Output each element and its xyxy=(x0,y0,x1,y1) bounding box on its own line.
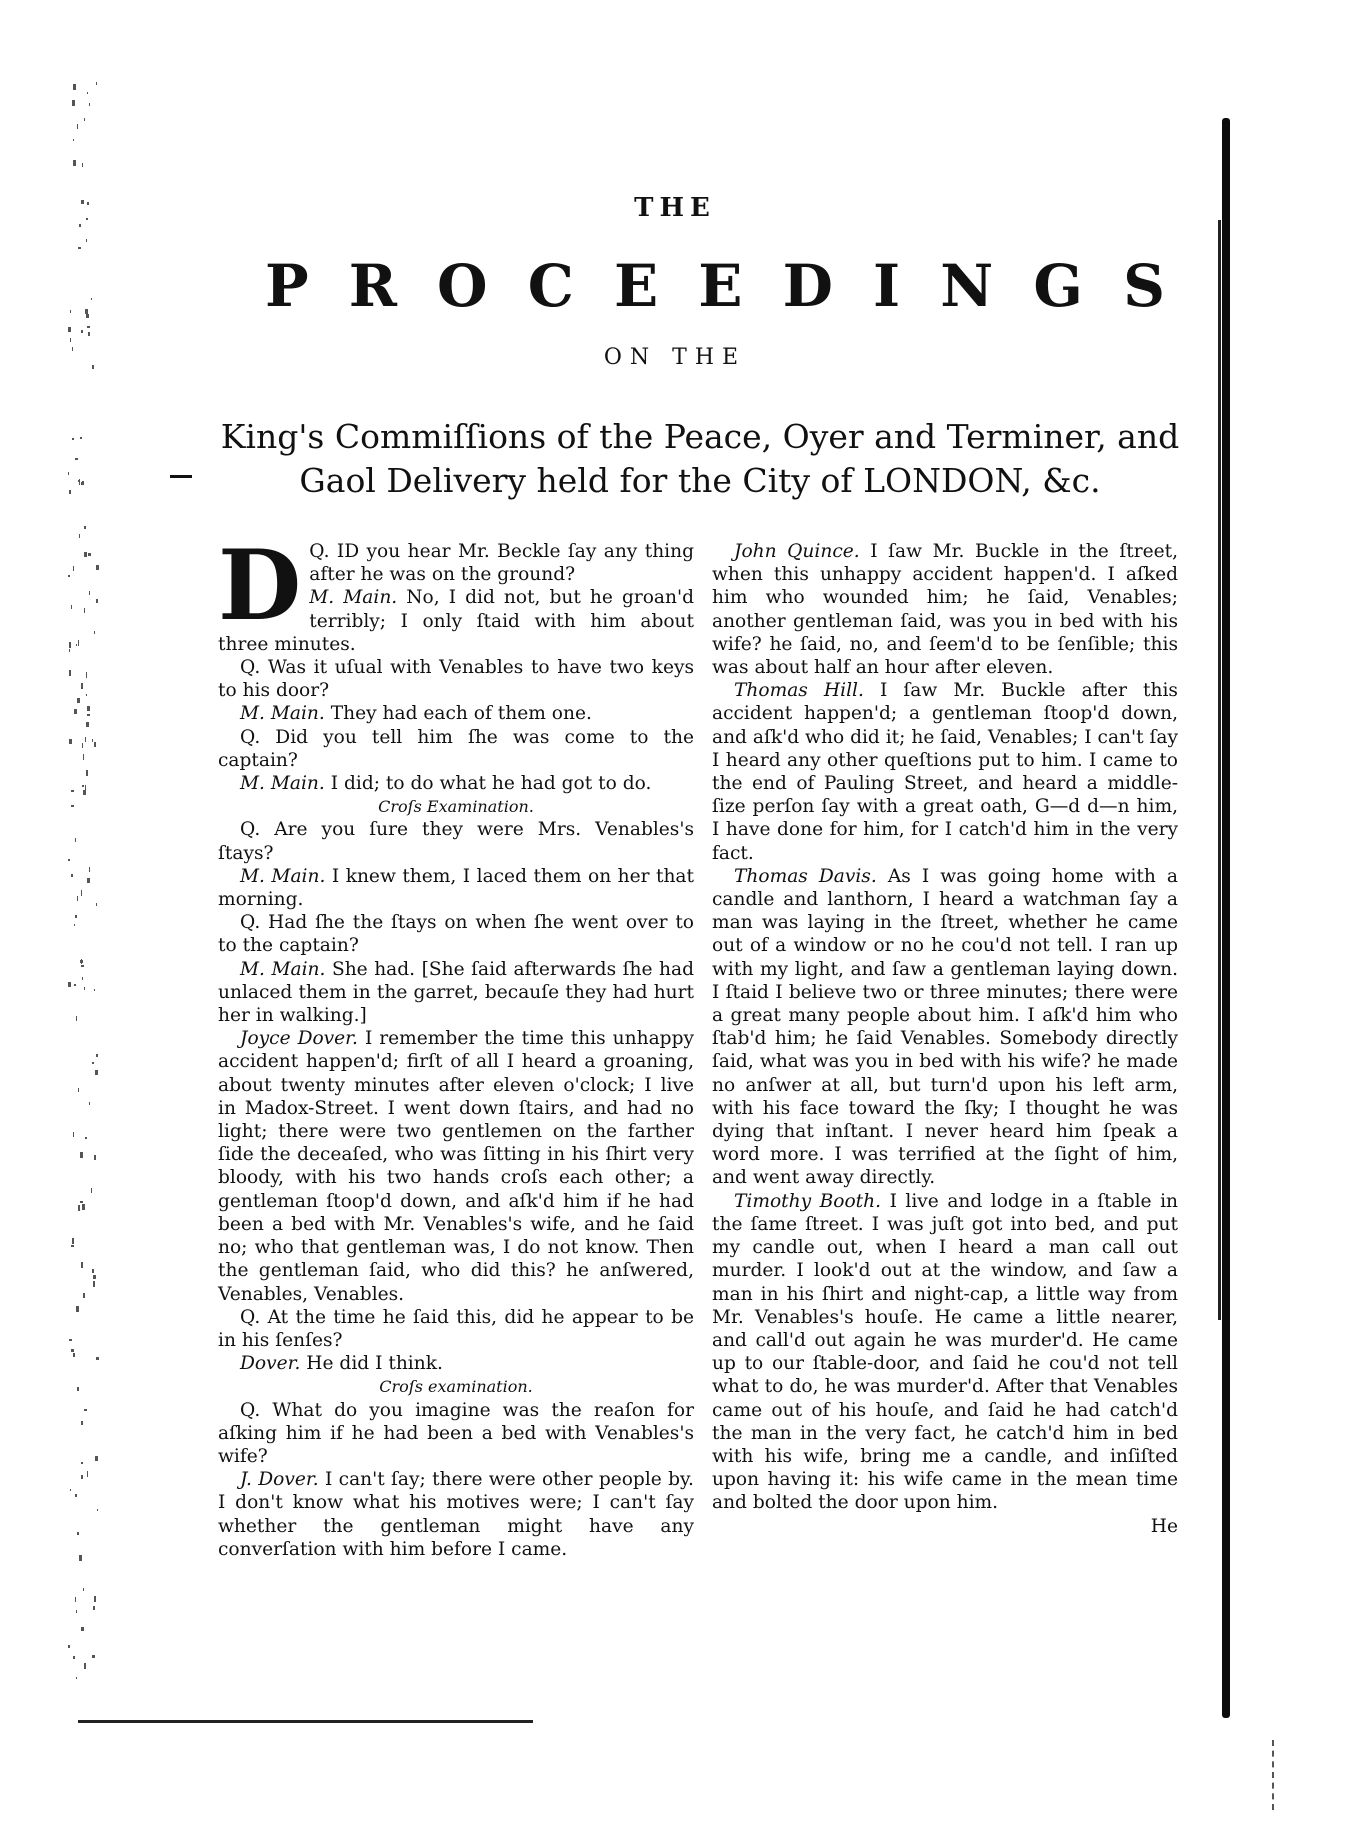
scan-speckle xyxy=(83,790,86,795)
scan-speckle xyxy=(78,480,79,482)
scan-speckle xyxy=(81,1462,83,1464)
scan-left-mark xyxy=(170,475,192,478)
scan-speckle xyxy=(81,1627,84,1631)
scan-speckle xyxy=(91,1188,92,1193)
scan-speckle xyxy=(75,838,76,842)
scan-speckle xyxy=(83,1293,85,1298)
paragraph: Q. Did you tell him ſhe was come to the captain? xyxy=(218,726,694,771)
scan-speckle xyxy=(96,565,99,570)
scan-speckle xyxy=(68,859,70,861)
paragraph xyxy=(712,1190,1178,1515)
scan-speckle xyxy=(84,608,85,613)
scan-speckle xyxy=(76,644,77,646)
scan-speckle xyxy=(71,874,73,877)
drop-cap: D xyxy=(218,529,302,642)
paragraph: Q. Was it uſual with Venables to have two keys to his door? xyxy=(218,657,694,702)
scan-speckle xyxy=(84,1409,87,1411)
scan-speckle xyxy=(71,790,74,792)
scan-speckle xyxy=(69,739,72,744)
paragraph xyxy=(712,540,1178,679)
scan-speckle xyxy=(69,670,71,676)
scan-speckle xyxy=(69,490,71,494)
heading-subtitle xyxy=(220,415,1180,503)
scan-speckle xyxy=(77,896,78,901)
scan-speckle xyxy=(78,1088,79,1092)
scan-speckle xyxy=(69,649,70,652)
scan-speckle xyxy=(78,1205,80,1211)
scan-speckle xyxy=(82,1204,85,1210)
scan-speckle xyxy=(85,737,86,742)
scan-speckle xyxy=(92,1269,94,1273)
scan-speckle xyxy=(82,743,83,748)
speaker-name: M. Main. xyxy=(240,865,326,887)
paragraph-text: I did; to do what he had got to do. xyxy=(330,773,652,795)
paragraph-text: They had each of them one. xyxy=(330,703,592,725)
proceedings-letter: N xyxy=(940,252,994,320)
proceedings-letter: P xyxy=(265,252,309,320)
scan-speckle xyxy=(78,640,79,646)
proceedings-letter: I xyxy=(873,252,901,320)
paragraph-text: He did I think. xyxy=(306,1353,443,1375)
paragraph xyxy=(218,702,694,725)
proceedings-letter: C xyxy=(527,252,574,320)
scan-speckle xyxy=(93,1281,95,1287)
scan-speckle xyxy=(95,1070,98,1075)
scan-speckle xyxy=(83,754,84,760)
scan-speckle xyxy=(73,1353,75,1357)
scan-speckle xyxy=(87,1471,88,1477)
scan-speckle xyxy=(81,959,82,964)
scan-speckle xyxy=(94,1155,96,1160)
scan-speckle xyxy=(81,683,83,689)
scan-speckle xyxy=(87,706,90,711)
scan-speckle xyxy=(79,224,81,227)
speaker-name: M. Main. xyxy=(240,773,325,795)
paragraph-text: I can't ſay; there were other people by. I don't know what his motives were; I can't ſay whether the gentleman might have any converſation with him before I came. xyxy=(218,1469,694,1560)
scan-speckle xyxy=(73,139,74,141)
subtitle-line-2: Gaol Delivery held for the City of LONDON, &c. xyxy=(299,461,1101,500)
heading-proceedings xyxy=(265,252,1165,320)
paragraph xyxy=(218,1027,694,1305)
scan-speckle xyxy=(89,1102,90,1105)
scan-speckle xyxy=(79,534,80,538)
scan-speckle xyxy=(96,82,97,85)
scan-speckle xyxy=(92,739,93,742)
paragraph xyxy=(218,1468,694,1561)
scan-speckle xyxy=(73,566,74,571)
paragraph xyxy=(218,865,694,911)
paragraph xyxy=(712,865,1178,1190)
question-prefix: Q. xyxy=(309,541,330,562)
scan-speckle xyxy=(92,1062,94,1064)
right-column xyxy=(712,540,1178,1538)
scan-speckle xyxy=(76,1306,79,1312)
speaker-name: M. Main. xyxy=(240,703,325,725)
paragraph: Q. Are you ſure they were Mrs. Venables's ſtays? xyxy=(218,819,694,864)
speaker-name: Dover. xyxy=(240,1353,301,1375)
scan-speckle xyxy=(94,631,95,634)
scan-speckle xyxy=(96,1054,98,1057)
left-column xyxy=(218,529,694,1561)
speaker-name: M. Main. xyxy=(309,587,398,609)
scan-speckle xyxy=(70,310,71,313)
scan-speckle xyxy=(81,1421,83,1425)
paragraph xyxy=(218,958,694,1028)
paragraph-text: I remember the time this unhappy accident happen'd; firſt of all I heard a groaning, about twenty minutes after eleven o'clock; I live in Madox-Street. I went down ſtairs, and had no light; there were two gentlemen on the farther ſide the deceaſed, who was ſitting in his ſhirt very bloody, with his two hands croſs each other; a gentleman ſtoop'd down, and aſk'd him if he had been a bed with Mr. Venables's wife, and he ſaid no; who that gentleman was, I do not know. Then the gentleman ſaid, who did this? he anſwered, Venables, Venables. xyxy=(218,1028,694,1305)
scan-speckle xyxy=(86,722,89,727)
proceedings-letter: E xyxy=(613,252,659,320)
paragraph xyxy=(218,529,694,656)
scan-speckle xyxy=(73,84,76,90)
scan-speckle xyxy=(87,878,90,883)
scan-speckle xyxy=(84,1663,86,1669)
scan-speckle xyxy=(86,694,87,696)
scan-speckle xyxy=(87,714,90,716)
scan-speckle xyxy=(68,982,71,987)
scan-speckle xyxy=(72,100,75,106)
scan-speckle xyxy=(79,1555,82,1561)
scan-speckle xyxy=(71,605,72,609)
scan-speckle xyxy=(76,1610,77,1613)
scan-speckle xyxy=(68,1645,70,1648)
speaker-name: Thomas Davis. xyxy=(734,865,877,887)
paragraph: Q. At the time he ſaid this, did he appear to be in his ſenſes? xyxy=(218,1306,694,1351)
scan-speckle xyxy=(71,1245,74,1247)
proceedings-letter: S xyxy=(1123,252,1165,320)
scan-speckle xyxy=(75,1494,77,1497)
scan-speckle xyxy=(73,160,76,166)
scan-speckle xyxy=(86,770,88,776)
scan-speckle xyxy=(76,1677,77,1679)
scan-speckle xyxy=(97,1509,98,1511)
paragraph-text: ID you hear Mr. Beckle ſay any thing after he was on the ground? xyxy=(309,541,694,586)
scan-speckle xyxy=(75,1597,76,1602)
paragraph-text: She had. [She ſaid afterwards ſhe had unlaced them in the garret, becauſe they had hurt her in walking.] xyxy=(218,958,694,1027)
scan-speckle xyxy=(87,92,88,94)
paragraph-text: I live and lodge in a ſtable in the ſame ſtreet. I was juſt got into bed, and put my candle out, when I heard a man call out murder. I look'd out at the window, and ſaw a man in his ſhirt and night-cap, a little way from Mr. Venables's houſe. He came a little nearer, and call'd out again he was murder'd. He came up to our ſtable-door, and ſaid he cou'd not tell what to do, he was murder'd. After that Venables came out of his houſe, and ſaid he had catch'd the man in the very fact, he catch'd him in bed with his wife, bring me a candle, and inſiſted upon having it: his wife came in the mean time and bolted the door upon him. xyxy=(712,1190,1178,1514)
scan-speckle xyxy=(69,1339,72,1341)
scan-speckle xyxy=(77,698,80,703)
scan-bottom-ticks xyxy=(1272,1740,1276,1810)
proceedings-letter: D xyxy=(782,252,833,320)
paragraph xyxy=(712,679,1178,865)
scan-speckle xyxy=(68,575,70,577)
heading-on-the: ON THE xyxy=(603,345,747,370)
scan-speckle xyxy=(74,924,75,926)
scan-speckle xyxy=(72,1238,74,1244)
scan-speckle xyxy=(89,867,90,872)
scan-speckle xyxy=(84,526,86,529)
scan-speckle xyxy=(68,472,69,475)
scan-speckle xyxy=(92,1655,95,1658)
scan-speckle xyxy=(95,1456,98,1461)
scan-speckle xyxy=(78,247,81,249)
scan-speckle xyxy=(75,915,77,918)
paragraph: Q. What do you imagine was the reaſon for aſking him if he had been a bed with Venables's wife? xyxy=(218,1399,694,1467)
scan-speckle xyxy=(83,1588,84,1591)
scan-speckle xyxy=(84,987,85,990)
scan-speckle xyxy=(88,332,90,336)
scan-speckle xyxy=(77,1532,79,1535)
proceedings-letter: O xyxy=(437,252,488,320)
scan-speckle xyxy=(77,1387,79,1391)
scan-speckle xyxy=(81,965,84,967)
speaker-name: Timothy Booth. xyxy=(734,1190,882,1212)
scan-speckle xyxy=(96,903,97,906)
proceedings-letter: G xyxy=(1033,252,1083,320)
paragraph xyxy=(218,1352,694,1375)
scan-speckle xyxy=(81,482,84,485)
scan-speckle xyxy=(70,338,71,342)
scan-speckle xyxy=(79,479,80,485)
scan-speckle xyxy=(89,103,90,106)
scan-speckle xyxy=(74,709,77,714)
proceedings-letter: E xyxy=(698,252,743,320)
scan-speckle xyxy=(85,1137,87,1139)
scan-speckle xyxy=(80,437,82,439)
paragraph xyxy=(218,772,694,795)
scan-speckle xyxy=(70,1489,71,1491)
scan-speckle xyxy=(89,591,90,595)
scan-right-edge-shadow xyxy=(1218,220,1221,1320)
speaker-name: Thomas Hill. xyxy=(734,680,864,702)
section-heading: Croſs Examination. xyxy=(378,797,534,817)
scan-speckle xyxy=(68,327,71,332)
scan-speckle xyxy=(80,1201,83,1203)
paragraph-text: As I was going home with a candle and lanthorn, I heard a watchman ſay a man was laying in the ſtreet, whether he came out of a window or no he cou'd not tell. I ran up with my light, and ſaw a gentleman laying down. I ſtaid I believe two or three minutes; there were a great many people about him. I aſk'd him who ſtab'd him; he ſaid Venables. Somebody directly ſaid, what was you in bed with his wife? he made no anſwer at all, but turn'd upon his left arm, with his face toward the ſky; I thought he was dying that inſtant. I never heard him ſpeak a word more. I was terrified at the ſight of him, and went away directly. xyxy=(712,865,1178,1189)
scan-margin-speckles xyxy=(68,80,108,1700)
scan-speckle xyxy=(93,1275,96,1279)
scan-speckle xyxy=(94,1596,96,1602)
section-heading: Croſs examination. xyxy=(379,1377,533,1397)
scan-speckle xyxy=(71,805,74,807)
scan-speckle xyxy=(86,672,87,678)
scan-speckle xyxy=(74,984,76,986)
scan-speckle xyxy=(96,1357,99,1360)
scan-speckle xyxy=(72,438,74,440)
scan-speckle xyxy=(82,163,83,167)
scan-speckle xyxy=(82,977,83,980)
scan-speckle xyxy=(84,118,85,121)
scan-speckle xyxy=(82,785,84,787)
catchword: He xyxy=(1150,1515,1178,1537)
scan-speckle xyxy=(87,326,90,328)
scan-speckle xyxy=(94,989,95,991)
scan-bottom-rule xyxy=(78,1720,533,1723)
speaker-name: J. Dover. xyxy=(240,1469,319,1491)
paragraph-text: I knew them, I laced them on her that morning. xyxy=(218,865,694,911)
scan-speckle xyxy=(81,330,83,333)
subtitle-line-1: King's Commiſſions of the Peace, Oyer and Terminer, and xyxy=(220,417,1180,456)
paragraph-text: No, I did not, but he groan'd terribly; I only ſtaid with him about three minutes. xyxy=(218,587,694,655)
scan-speckle xyxy=(86,314,89,318)
paragraph-text: I ſaw Mr. Buckle in the ſtreet, when this unhappy accident happen'd. I aſked him who wounded him; he ſaid, Venables; another gentleman ſaid, was you in bed with his wife? he ſaid, no, and ſeem'd to be ſenſible; this was about half an hour after eleven. xyxy=(712,541,1178,679)
paragraph-text: I ſaw Mr. Buckle after this accident happen'd; a gentleman ſtoop'd down, and aſk'd who did it; he ſaid, Venables; I can't ſay I heard any other queſtions put to him. I came to the end of Pauling Street, and heard a middle-ſize perſon ſay with a great oath, G—d d—n him, I have done for him, for I catch'd him in the very fact. xyxy=(712,680,1178,864)
scan-speckle xyxy=(71,1349,74,1352)
scan-speckle xyxy=(84,552,87,557)
scan-speckle xyxy=(86,239,87,242)
paragraph: Q. Had ſhe the ſtays on when ſhe went over to to the captain? xyxy=(218,912,694,957)
scan-speckle xyxy=(81,1475,83,1479)
scan-speckle xyxy=(73,1132,74,1137)
scan-speckle xyxy=(80,1152,83,1158)
scan-speckle xyxy=(94,742,96,747)
scan-speckle xyxy=(88,553,91,556)
scan-speckle xyxy=(81,890,82,896)
speaker-name: John Quince. xyxy=(734,541,860,562)
scan-speckle xyxy=(75,458,78,460)
speaker-name: Joyce Dover. xyxy=(240,1028,358,1050)
scan-speckle xyxy=(96,599,98,603)
scan-speckle xyxy=(91,298,92,300)
speaker-name: M. Main. xyxy=(240,958,326,980)
scan-speckle xyxy=(73,1656,75,1659)
heading-the: THE xyxy=(634,193,716,223)
proceedings-letter: R xyxy=(348,252,397,320)
scan-speckle xyxy=(81,1262,83,1268)
scan-speckle xyxy=(77,124,78,129)
scan-speckle xyxy=(93,1606,95,1610)
scan-speckle xyxy=(69,642,71,648)
scan-speckle xyxy=(76,1016,77,1021)
